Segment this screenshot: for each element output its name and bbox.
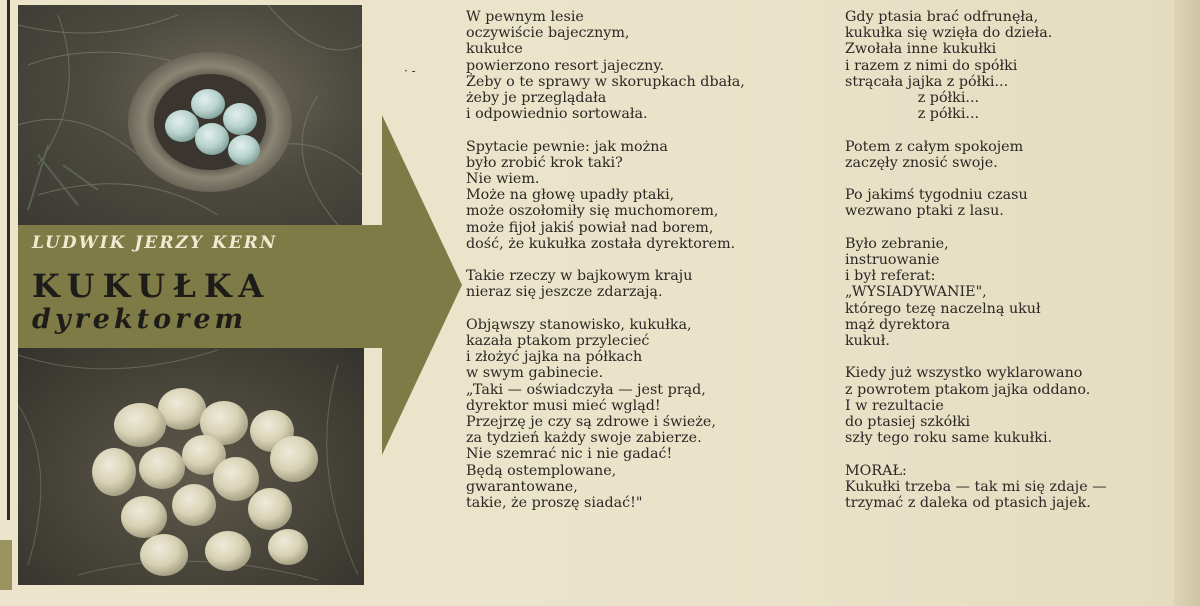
poem-stanza <box>466 139 831 252</box>
poem-line: powierzono resort jajeczny. <box>466 57 665 74</box>
poem-line: kukuł. <box>845 333 890 350</box>
poem-line: strącała jajka z półki... <box>845 73 1009 90</box>
poem-line: z półki... <box>845 90 980 107</box>
poem-stanza <box>845 236 1165 349</box>
poem-line: Było zebranie, <box>845 235 949 252</box>
poem-line: dyrektor musi mieć wgląd! <box>466 397 661 414</box>
poem-line: dość, że kukułka została dyrektorem. <box>466 235 736 252</box>
poem-line: do ptasiej szkółki <box>845 414 971 431</box>
poem-line: Kukułki trzeba — tak mi się zdaje — <box>845 478 1107 495</box>
poem-line: Potem z całym spokojem <box>845 138 1024 155</box>
poem-line: „WYSIADYWANIE", <box>845 284 987 301</box>
poem-line: mąż dyrektora <box>845 316 951 333</box>
poem-stanza <box>845 187 1165 219</box>
poem-line: kukułce <box>466 41 523 58</box>
poem-column-1 <box>466 9 831 527</box>
poem-line: Takie rzeczy w bajkowym kraju <box>466 268 693 285</box>
poem-line: wezwano ptaki z lasu. <box>845 203 1004 220</box>
poem-stanza <box>466 9 831 122</box>
poem-line: Przejrzę je czy są zdrowe i świeże, <box>466 414 716 431</box>
page-edge <box>1174 0 1200 606</box>
poem-line: i złożyć jajka na półkach <box>466 349 643 366</box>
poem-line: takie, że proszę siadać!" <box>466 495 643 512</box>
poem-stanza <box>845 463 1165 512</box>
poem-line: Będą ostemplowane, <box>466 462 617 479</box>
poem-line: W pewnym lesie <box>466 9 584 25</box>
poem-line: Gdy ptasia brać odfrunęła, <box>845 9 1039 25</box>
poem-line: w swym gabinecie. <box>466 365 604 382</box>
poem-line: i odpowiednio sortowała. <box>466 106 648 123</box>
poem-line: nieraz się jeszcze zdarzają. <box>466 284 663 301</box>
poem-line: i razem z nimi do spółki <box>845 57 1018 74</box>
poem-line: Zwołała inne kukułki <box>845 41 997 58</box>
poem-line: Nie wiem. <box>466 171 540 188</box>
poem-line: Kiedy już wszystko wyklarowano <box>845 365 1083 382</box>
poem-stanza <box>466 268 831 300</box>
poem-line: oczywiście bajecznym, <box>466 25 630 42</box>
poem-line: szły tego roku same kukułki. <box>845 430 1053 447</box>
poem-stanza <box>845 365 1165 446</box>
poem-line: kazała ptakom przylecieć <box>466 333 650 350</box>
poem-line: Nie szemrać nic i nie gadać! <box>466 446 673 463</box>
poem-stanza <box>845 139 1165 171</box>
poem-line: Objąwszy stanowisko, kukułka, <box>466 316 692 333</box>
poem-line: którego tezę naczelną ukuł <box>845 300 1041 317</box>
poem-line: z półki... <box>845 106 980 123</box>
poem-stanza <box>466 317 831 511</box>
poem-line: może fijoł jakiś powiał nad borem, <box>466 219 714 236</box>
article-title: KUKUŁKA <box>32 267 272 305</box>
poem-line: I w rezultacie <box>845 397 944 414</box>
poem-line: gwarantowane, <box>466 478 578 495</box>
poem-stanza <box>845 9 1165 122</box>
poem-line: żeby je przeglądała <box>466 90 607 107</box>
decorative-dots: · - <box>404 64 416 78</box>
poem-line: i był referat: <box>845 268 936 285</box>
poem-line: instruowanie <box>845 252 940 268</box>
poem-line: z powrotem ptakom jajka oddano. <box>845 381 1091 398</box>
poem-line: Spytacie pewnie: jak można <box>466 138 668 155</box>
poem-line: może oszołomiły się muchomorem, <box>466 203 719 220</box>
poem-line: trzymać z daleka od ptasich jajek. <box>845 495 1091 512</box>
poem-line: Żeby o te sprawy w skorupkach dbała, <box>466 73 745 90</box>
poem-line: MORAŁ: <box>845 462 907 479</box>
poem-line: było zrobić krok taki? <box>466 154 623 171</box>
poem-line: Po jakimś tygodniu czasu <box>845 187 1028 204</box>
poem-line: kukułka się wzięła do dzieła. <box>845 25 1053 42</box>
poem-line: za tydzień każdy swoje zabierze. <box>466 430 702 447</box>
poem-line: zaczęły znosić swoje. <box>845 154 998 171</box>
poem-line: „Taki — oświadczyła — jest prąd, <box>466 381 706 398</box>
author-name: LUDWIK JERZY KERN <box>32 233 278 253</box>
article-subtitle: dyrektorem <box>32 304 248 335</box>
poem-line: Może na głowę upadły ptaki, <box>466 187 675 204</box>
poem-column-2 <box>845 9 1165 527</box>
